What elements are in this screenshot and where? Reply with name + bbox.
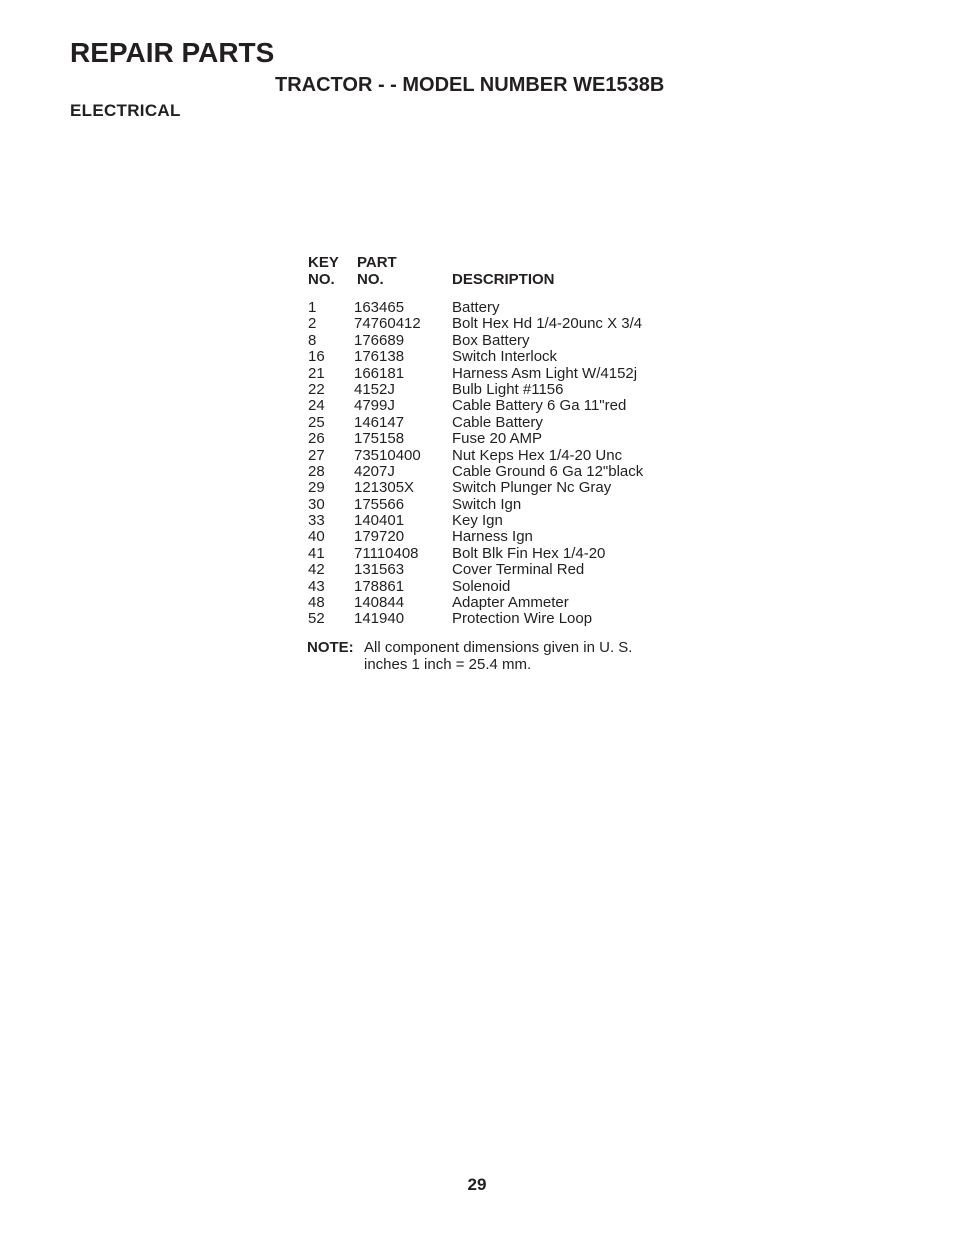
table-row xyxy=(308,300,668,316)
table-row xyxy=(308,513,668,529)
note-text: All component dimensions given in U. S. inches 1 inch = 25.4 mm. xyxy=(364,639,633,673)
part-no: 73510400 xyxy=(354,446,421,464)
page-title: REPAIR PARTS xyxy=(70,37,275,68)
part-no: 74760412 xyxy=(354,315,421,333)
part-no: 140401 xyxy=(354,512,405,530)
table-row xyxy=(308,349,668,365)
part-no: 175566 xyxy=(354,495,405,513)
table-row xyxy=(308,497,668,513)
description-header: DESCRIPTION xyxy=(452,271,555,288)
description: Fuse 20 AMP xyxy=(452,430,543,448)
key-no: 28 xyxy=(308,462,325,480)
key-no: 2 xyxy=(308,315,317,333)
part-no: 166181 xyxy=(354,364,405,382)
description: Cable Ground 6 Ga 12"black xyxy=(452,462,644,480)
part-no: 178861 xyxy=(354,577,405,595)
key-no: 21 xyxy=(308,364,325,382)
table-row xyxy=(308,579,668,595)
part-no-header: PART NO. xyxy=(357,254,397,288)
key-no: 16 xyxy=(308,348,325,366)
table-row xyxy=(308,546,668,562)
table-row xyxy=(308,316,668,332)
description: Harness Ign xyxy=(452,528,533,546)
description: Bolt Blk Fin Hex 1/4-20 xyxy=(452,544,606,562)
note-label: NOTE: xyxy=(307,639,354,656)
description: Switch Plunger Nc Gray xyxy=(452,479,612,497)
key-no: 8 xyxy=(308,331,317,349)
part-no: 140844 xyxy=(354,594,405,612)
description: Switch Ign xyxy=(452,495,522,513)
key-no-header: KEY NO. xyxy=(308,254,339,288)
model-title: TRACTOR - - MODEL NUMBER WE1538B xyxy=(275,74,665,96)
description: Battery xyxy=(452,299,500,316)
table-row xyxy=(308,382,668,398)
description: Nut Keps Hex 1/4-20 Unc xyxy=(452,446,623,464)
description: Adapter Ammeter xyxy=(452,594,569,612)
table-row xyxy=(308,431,668,447)
part-no: 146147 xyxy=(354,413,405,431)
key-no: 26 xyxy=(308,430,325,448)
table-row xyxy=(308,611,668,627)
part-no: 176138 xyxy=(354,348,405,366)
table-row xyxy=(308,562,668,578)
description: Key Ign xyxy=(452,512,503,530)
part-no: 71110408 xyxy=(354,544,419,562)
key-no: 25 xyxy=(308,413,325,431)
key-no: 1 xyxy=(308,299,317,316)
description: Cable Battery xyxy=(452,413,543,431)
table-rows xyxy=(308,300,668,628)
table-row xyxy=(308,366,668,382)
description: Protection Wire Loop xyxy=(452,610,593,628)
key-no: 40 xyxy=(308,528,325,546)
part-no: 4799J xyxy=(354,397,395,415)
table-row xyxy=(308,529,668,545)
part-no: 131563 xyxy=(354,561,405,579)
key-no: 22 xyxy=(308,380,325,398)
key-no: 33 xyxy=(308,512,325,530)
part-no: 163465 xyxy=(354,299,405,316)
key-no: 30 xyxy=(308,495,325,513)
key-no: 52 xyxy=(308,610,325,628)
table-row xyxy=(308,464,668,480)
key-no: 24 xyxy=(308,397,325,415)
description: Cover Terminal Red xyxy=(452,561,585,579)
parts-table xyxy=(308,254,668,628)
part-no: 4152J xyxy=(354,380,395,398)
part-no: 176689 xyxy=(354,331,405,349)
table-row xyxy=(308,333,668,349)
description: Harness Asm Light W/4152j xyxy=(452,364,638,382)
table-row xyxy=(308,398,668,414)
part-no: 121305X xyxy=(354,479,415,497)
key-no: 48 xyxy=(308,594,325,612)
description: Box Battery xyxy=(452,331,530,349)
key-no: 29 xyxy=(308,479,325,497)
section-title: ELECTRICAL xyxy=(70,101,181,120)
description: Cable Battery 6 Ga 11"red xyxy=(452,397,627,415)
key-no: 27 xyxy=(308,446,325,464)
page-number: 29 xyxy=(467,1175,487,1194)
table-row xyxy=(308,448,668,464)
part-no: 141940 xyxy=(354,610,405,628)
table-header xyxy=(308,254,668,296)
description: Solenoid xyxy=(452,577,511,595)
key-no: 42 xyxy=(308,561,325,579)
table-row xyxy=(308,480,668,496)
description: Bulb Light #1156 xyxy=(452,380,564,398)
part-no: 175158 xyxy=(354,430,405,448)
key-no: 43 xyxy=(308,577,325,595)
table-row xyxy=(308,415,668,431)
key-no: 41 xyxy=(308,544,325,562)
description: Bolt Hex Hd 1/4-20unc X 3/4 xyxy=(452,315,643,333)
part-no: 179720 xyxy=(354,528,405,546)
description: Switch Interlock xyxy=(452,348,558,366)
table-row xyxy=(308,595,668,611)
part-no: 4207J xyxy=(354,462,395,480)
